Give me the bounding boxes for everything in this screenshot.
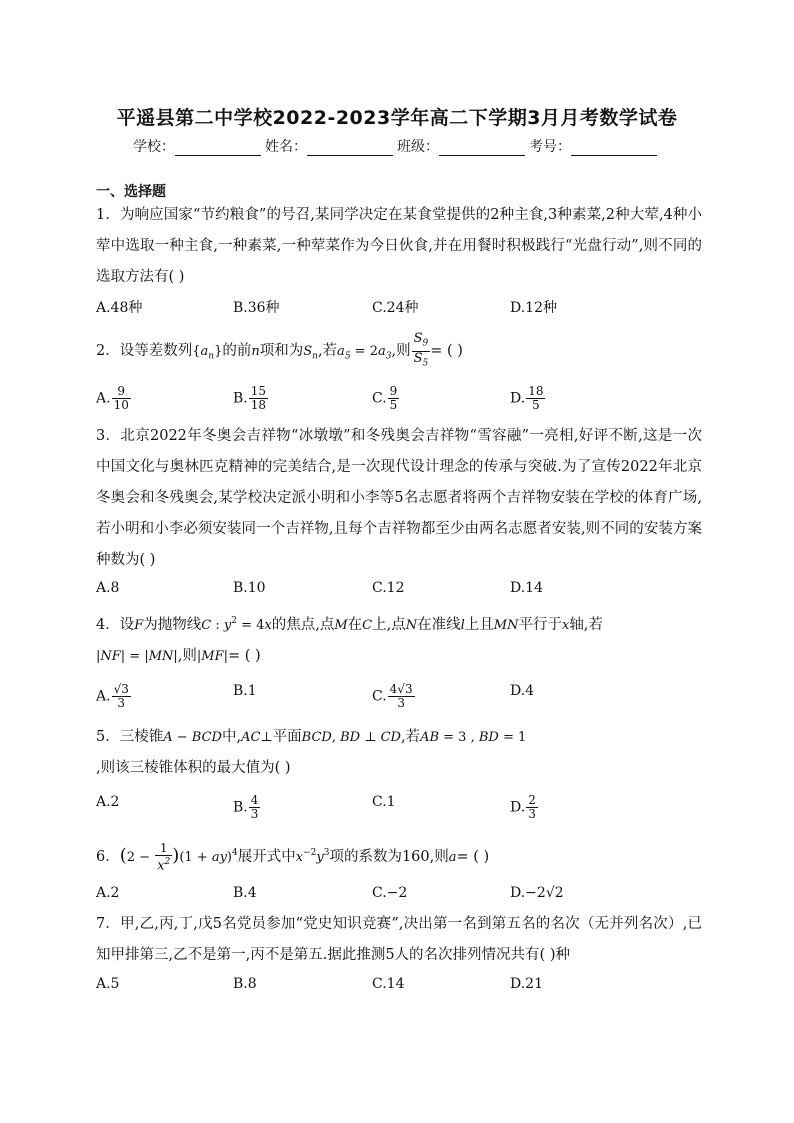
question-7: 7．甲,乙,丙,丁,戊5名党员参加“党史知识竞赛”,决出第一名到第五名的名次（无并列名次）,已知甲排第三,乙不是第一,丙不是第五.据此推测5人的名次排列情况共有( )种 [96, 916, 702, 963]
class-field[interactable] [439, 141, 525, 156]
page-title: 平遥县第二中学校2022-2023学年高二下学期3月月考数学试卷 [116, 107, 678, 129]
class-label: 班级： [397, 139, 439, 155]
option-a[interactable]: A.8 [96, 580, 120, 596]
option-c[interactable]: C. $\frac{4√3}{3}$ [372, 682, 413, 710]
option-b[interactable]: B.1 [233, 683, 257, 699]
option-c[interactable]: C.12 [372, 580, 405, 596]
option-a[interactable]: A.48种 [96, 300, 143, 316]
option-c[interactable]: C.14 [372, 976, 405, 992]
option-b[interactable]: B.10 [233, 580, 266, 596]
question-5-options [96, 794, 656, 824]
question-1: 1．为响应国家“节约粮食”的号召,某同学决定在某食堂提供的2种主食,3种素菜,2种大荤,4种小荤中选取一种主食,一种素菜,一种荤菜作为今日伙食,并在用餐时积极践行“光盘行动”,则不同的选取方法有( ) [96, 207, 702, 285]
question-1-options [96, 297, 656, 327]
option-b[interactable]: B.8 [233, 976, 257, 992]
name-label: 姓名： [265, 139, 307, 155]
question-7-options [96, 976, 656, 1006]
section-heading: 一、选择题 [96, 184, 166, 200]
number-field[interactable] [571, 141, 657, 156]
name-field[interactable] [307, 141, 393, 156]
option-b[interactable]: B.4 [233, 885, 257, 901]
option-d[interactable]: D.4 [510, 683, 535, 699]
school-label: 学校： [133, 139, 175, 155]
school-field[interactable] [175, 141, 261, 156]
option-b[interactable]: B. $\frac{15}{18}$ [233, 384, 267, 412]
option-d[interactable]: D.12种 [510, 300, 557, 316]
student-info-line [0, 136, 794, 156]
option-c[interactable]: C.1 [372, 794, 396, 810]
question-3: 3．北京2022年冬奥会吉祥物“冰墩墩”和冬残奥会吉祥物“雪容融”一亮相,好评不断,这是一次中国文化与奥林匹克精神的完美结合,是一次现代设计理念的传承与突破.为了宣传2022年北京冬奥会和冬残奥会,某学校决定派小明和小李等5名志愿者将两个吉祥物安装在学校的体育广场,若小明和小李必须安装同一个吉祥物,且每个吉祥物都至少由两名志愿者安装,则不同的安装方案种数为( ) [96, 428, 702, 568]
option-c[interactable]: C.−2 [372, 885, 408, 901]
s9-over-s5: $\frac{S_9}{S_5}$ [413, 331, 429, 369]
question-5: 5．三棱锥A − BCD中,AC⊥平面BCD, BD ⊥ CD,若AB = 3 , BD = 1 ,则该三棱锥体积的最大值为( ) [96, 729, 527, 776]
option-d[interactable]: D. $\frac{2}{3}$ [510, 793, 536, 821]
option-d[interactable]: D. $\frac{18}{5}$ [510, 384, 544, 412]
option-a[interactable]: A. $\frac{9}{10}$ [96, 384, 129, 412]
option-a[interactable]: A.2 [96, 794, 120, 810]
question-4-options [96, 683, 656, 713]
option-c[interactable]: C.24种 [372, 300, 419, 316]
option-d[interactable]: D.−2√2 [510, 885, 564, 901]
option-b[interactable]: B.36种 [233, 300, 280, 316]
option-a[interactable]: A.2 [96, 885, 120, 901]
question-2-options [96, 385, 656, 415]
option-d[interactable]: D.14 [510, 580, 543, 596]
option-b[interactable]: B. $\frac{4}{3}$ [233, 793, 259, 821]
option-a[interactable]: A. $\frac{√3}{3}$ [96, 682, 129, 710]
number-label: 考号： [529, 139, 571, 155]
option-d[interactable]: D.21 [510, 976, 543, 992]
option-c[interactable]: C. $\frac{9}{5}$ [372, 384, 398, 412]
question-6: 6．(2 − $\frac{1}{x^2}$ )(1 + ay)$^4$展开式中$x^{-2}y^3$项的系数为160,则a= ( ) [96, 840, 490, 873]
question-2: 2．设等差数列$\{a_n\}$的前n项和为$S_n$,若$a_5 = 2a_3$,则 $\frac{S_9}{S_5}$ = ( ) [96, 331, 463, 369]
option-a[interactable]: A.5 [96, 976, 120, 992]
question-4: 4．设F为抛物线C : $y^2 = 4x$的焦点,点M在C上,点N在准线l上且MN平行于x轴,若 |NF| = |MN|,则|MF|= ( ) [96, 616, 603, 664]
